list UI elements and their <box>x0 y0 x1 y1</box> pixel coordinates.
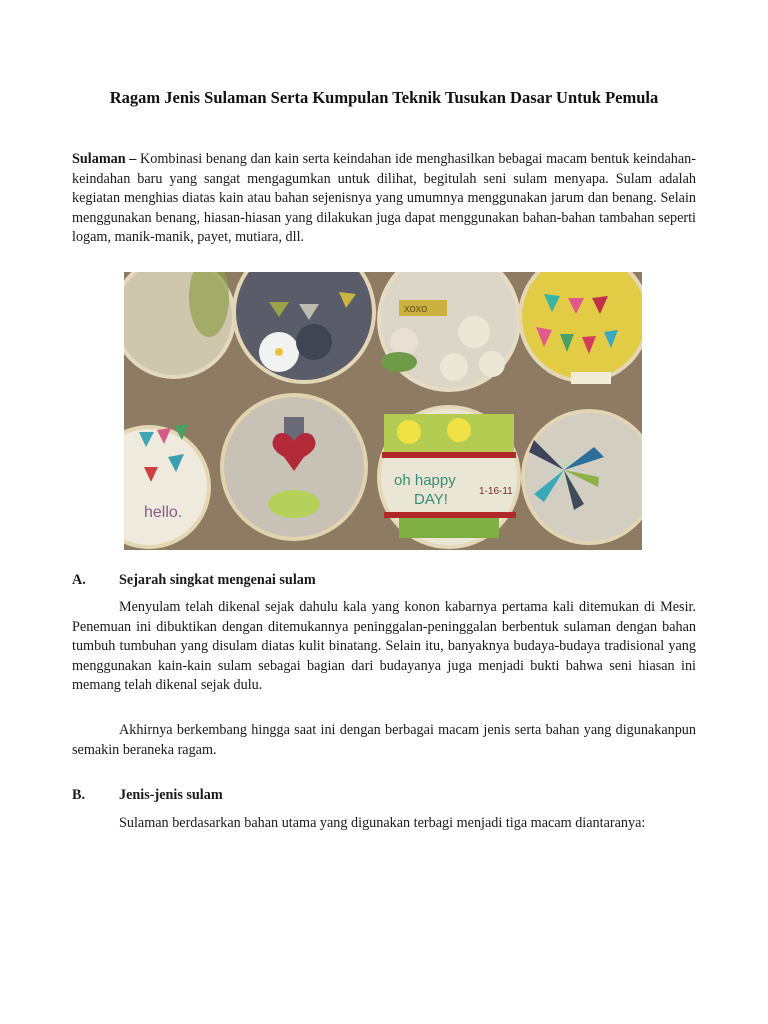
intro-text: Kombinasi benang dan kain serta keindahan ide menghasilkan bebagai macam bentuk keindahan-keindahan baru yang sangat mengagumkan untuk dilihat, begitulah seni sulam menyapa. Sulam adalah kegiatan menghias diatas kain atau bahan sejenisnya yang umumnya menggunakan jarum dan benang. Selain menggunakan benang, hiasan-hiasan yang dilakukan juga dapat menggunakan bahan-bahan tambahan seperti logam, manik-manik, payet, mutiara, dll. <box>72 151 696 246</box>
section-b-paragraph-1: Sulaman berdasarkan bahan utama yang digunakan terbagi menjadi tiga macam diantaranya: <box>119 815 646 831</box>
section-number-b: B. <box>72 787 86 803</box>
section-number-a: A. <box>72 572 86 588</box>
svg-text:1-16-11: 1-16-11 <box>479 486 513 497</box>
section-heading-b <box>72 786 223 805</box>
section-title-b: Jenis-jenis sulam <box>119 787 223 803</box>
section-a-paragraph-1: Menyulam telah dikenal sejak dahulu kala yang konon kabarnya pertama kali ditemukan di Mesir. Penemuan ini dibuktikan dengan ditemukannya peninggalan-peninggalan berbentuk sulaman dengan bahan tumbuh tumbuhan yang disulam diatas kulit binatang. Selain itu, banyaknya budaya-budaya tradisional yang menggunakan kain-kain sulam sebagai bagian dari budayanya juga menjadi bukti bahwa seni hiasan ini memang telah dikenal sejak dulu. <box>72 599 696 694</box>
svg-text:xoxo: xoxo <box>404 303 428 315</box>
intro-lead: Sulaman – <box>72 151 137 167</box>
document-title: Ragam Jenis Sulaman Serta Kumpulan Teknik Tusukan Dasar Untuk Pemula <box>109 88 659 107</box>
svg-text:oh happy: oh happy <box>394 472 456 489</box>
svg-text:hello.: hello. <box>144 504 183 521</box>
intro-paragraph <box>72 150 696 248</box>
svg-text:DAY!: DAY! <box>414 491 448 508</box>
section-heading-a <box>72 571 316 590</box>
section-a-paragraph-2: Akhirnya berkembang hingga saat ini dengan berbagai macam jenis serta bahan yang digunakanpun semakin beraneka ragam. <box>72 722 696 758</box>
section-title-a: Sejarah singkat mengenai sulam <box>119 572 316 588</box>
embroidery-hoops-photo <box>124 272 642 550</box>
